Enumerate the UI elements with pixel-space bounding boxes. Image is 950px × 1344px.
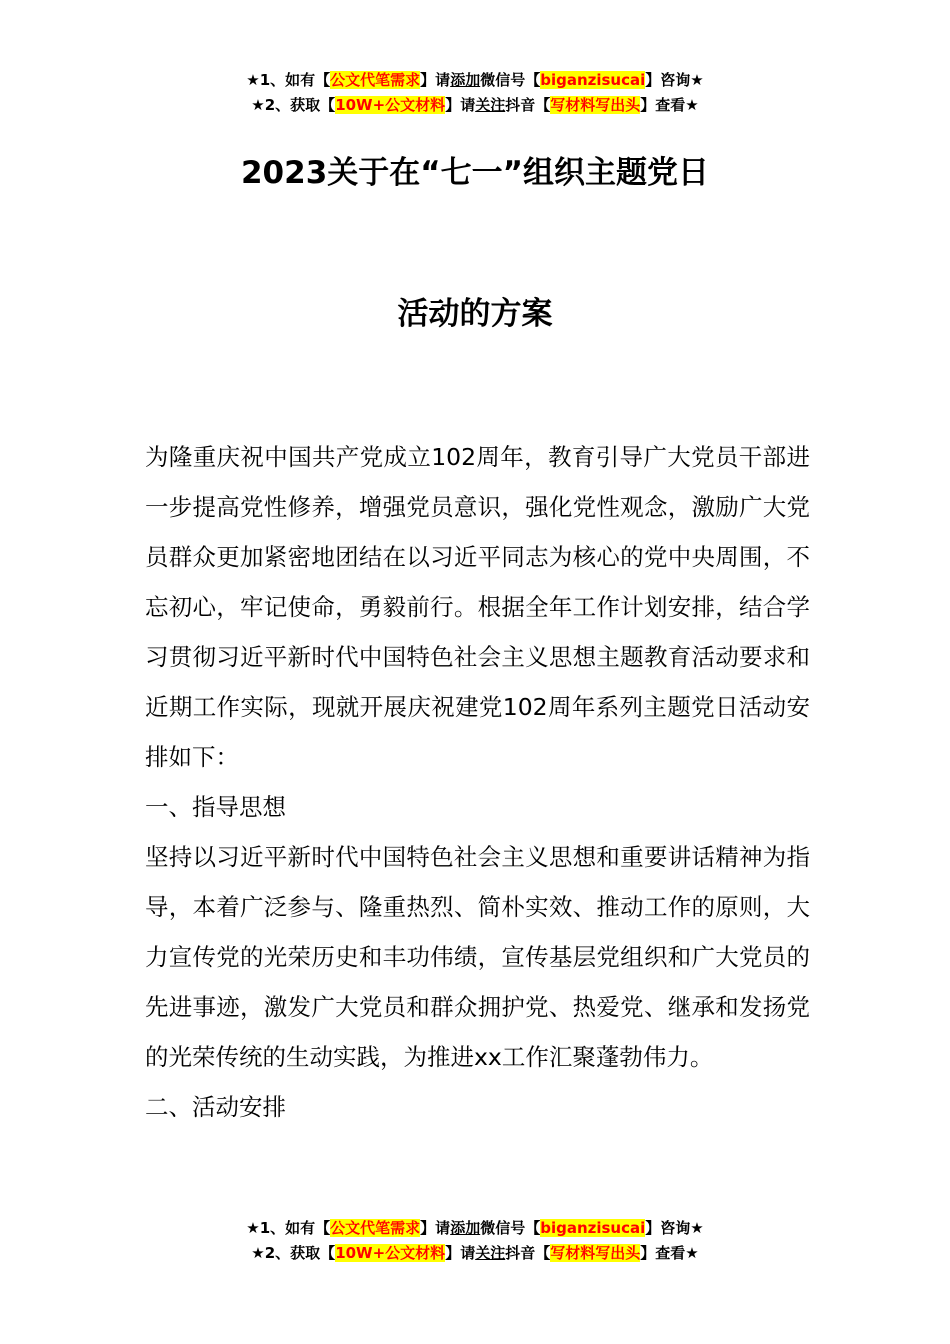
banner-highlight: 公文代笔需求 <box>330 71 421 89</box>
banner-text: 】请 <box>445 1244 476 1262</box>
banner-underline: 关注 <box>475 1244 506 1262</box>
banner-text: 抖音【 <box>505 1244 551 1262</box>
banner-text: 微信号【 <box>480 1219 541 1237</box>
banner-highlight: 10W+公文材料 <box>335 1244 446 1262</box>
banner-text: 】请 <box>420 1219 451 1237</box>
banner-highlight: biganzisucai <box>540 1219 646 1237</box>
document-title-line-1: 2023关于在“七一”组织主题党日 <box>240 155 710 191</box>
banner-text: 】请 <box>445 96 476 114</box>
footer-banner <box>0 1216 950 1266</box>
guiding-ideology-paragraph: 坚持以习近平新时代中国特色社会主义思想和重要讲话精神为指导，本着广泛参与、隆重热烈、简朴实效、推动工作的原则，大力宣传党的光荣历史和丰功伟绩，宣传基层党组织和广大党员的先进事迹，激发广大党员和群众拥护党、热爱党、继承和发扬党的光荣传统的生动实践，为推进xx工作汇聚蓬勃伟力。 <box>145 843 810 1071</box>
banner-text: 】查看★ <box>640 96 699 114</box>
banner-underline: 添加 <box>450 71 481 89</box>
banner-text: ★1、如有【 <box>246 71 331 89</box>
section-heading-activity-arrangement: 二、活动安排 <box>145 1093 286 1121</box>
banner-text: 】咨询★ <box>645 1219 704 1237</box>
banner-highlight: 公文代笔需求 <box>330 1219 421 1237</box>
banner-text: 】查看★ <box>640 1244 699 1262</box>
section-heading-guiding-ideology: 一、指导思想 <box>145 793 286 821</box>
banner-line-1 <box>0 68 950 93</box>
banner-underline: 关注 <box>475 96 506 114</box>
banner-highlight: 10W+公文材料 <box>335 96 446 114</box>
banner-text: 微信号【 <box>480 71 541 89</box>
banner-text: 】请 <box>420 71 451 89</box>
intro-paragraph: 为隆重庆祝中国共产党成立102周年，教育引导广大党员干部进一步提高党性修养，增强党员意识，强化党性观念，激励广大党员群众更加紧密地团结在以习近平同志为核心的党中央周围，不忘初心，牢记使命，勇毅前行。根据全年工作计划安排，结合学习贯彻习近平新时代中国特色社会主义思想主题教育活动要求和近期工作实际，现就开展庆祝建党102周年系列主题党日活动安排如下： <box>145 443 810 771</box>
header-banner <box>0 68 950 118</box>
banner-text: ★1、如有【 <box>246 1219 331 1237</box>
banner-line-1 <box>0 1216 950 1241</box>
document-body <box>145 432 810 1132</box>
document-title-line-2: 活动的方案 <box>397 296 553 332</box>
banner-highlight: 写材料写出头 <box>550 96 641 114</box>
banner-text: ★2、获取【 <box>251 96 336 114</box>
banner-highlight: 写材料写出头 <box>550 1244 641 1262</box>
banner-text: ★2、获取【 <box>251 1244 336 1262</box>
banner-text: 】咨询★ <box>645 71 704 89</box>
banner-line-2 <box>0 1241 950 1266</box>
banner-highlight: biganzisucai <box>540 71 646 89</box>
banner-underline: 添加 <box>450 1219 481 1237</box>
banner-text: 抖音【 <box>505 96 551 114</box>
banner-line-2 <box>0 93 950 118</box>
